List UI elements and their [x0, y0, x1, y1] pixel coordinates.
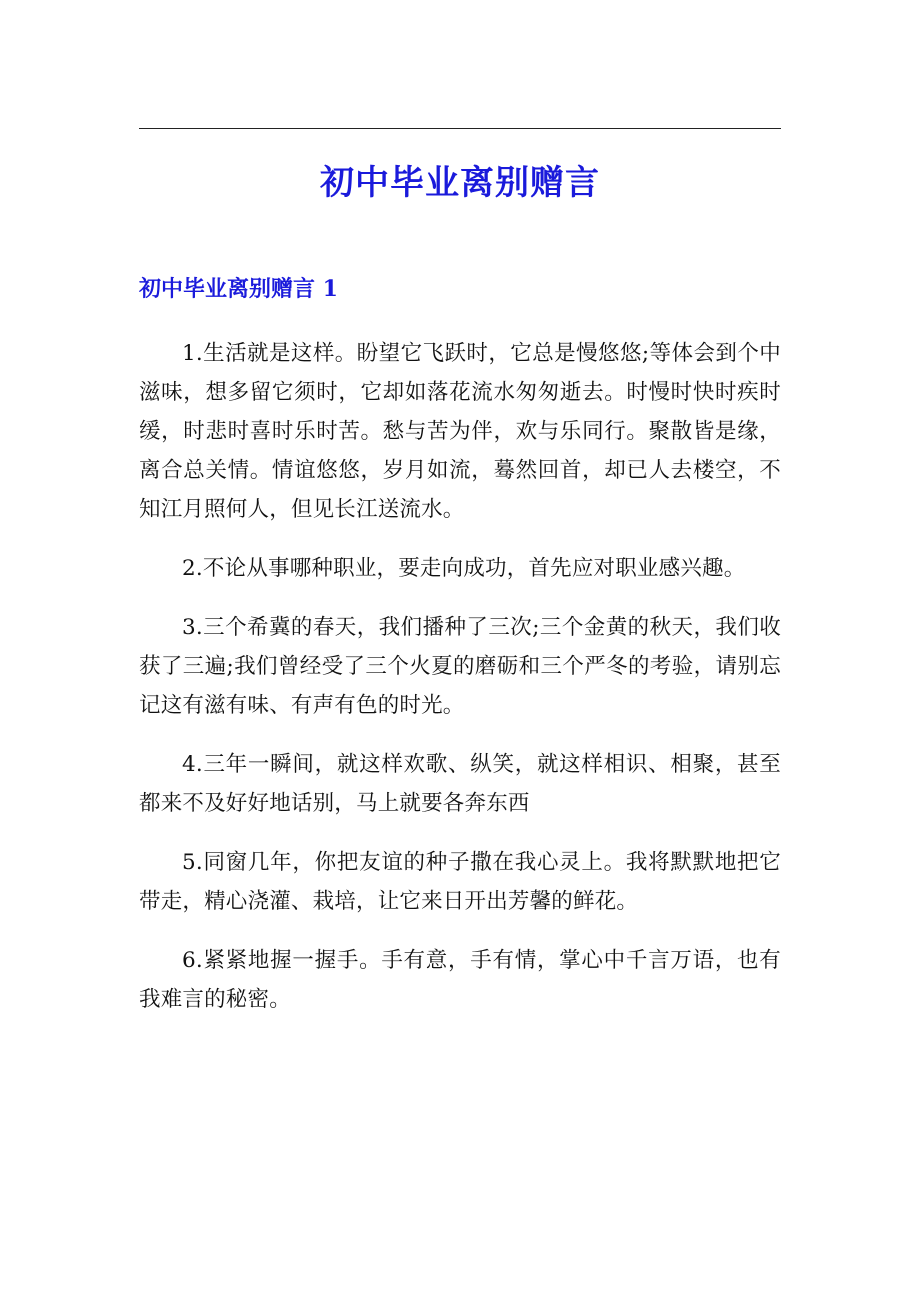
paragraph-5: 5.同窗几年，你把友谊的种子撒在我心灵上。我将默默地把它带走，精心浇灌、栽培，让它来日开出芳馨的鲜花。 [139, 850, 781, 914]
paragraph-6: 6.紧紧地握一握手。手有意，手有情，掌心中千言万语，也有我难言的秘密。 [139, 948, 781, 1012]
paragraph-2: 2.不论从事哪种职业，要走向成功，首先应对职业感兴趣。 [182, 556, 746, 581]
header-rule [139, 128, 781, 129]
paragraph-4: 4.三年一瞬间，就这样欢歌、纵笑，就这样相识、相聚，甚至都来不及好好地话别，马上就要各奔东西 [139, 752, 781, 816]
document-title: 初中毕业离别赠言 [320, 163, 600, 203]
paragraph-1: 1.生活就是这样。盼望它飞跃时，它总是慢悠悠;等体会到个中滋味，想多留它须时，它却如落花流水匆匆逝去。时慢时快时疾时缓，时悲时喜时乐时苦。愁与苦为伴，欢与乐同行。聚散皆是缘，离合总关情。情谊悠悠，岁月如流，蓦然回首，却已人去楼空，不知江月照何人，但见长江送流水。 [139, 341, 781, 522]
document-body [139, 334, 781, 1039]
paragraph-3: 3.三个希冀的春天，我们播种了三次;三个金黄的秋天，我们收获了三遍;我们曾经受了三个火夏的磨砺和三个严冬的考验，请别忘记这有滋有味、有声有色的时光。 [139, 615, 781, 718]
section-heading: 初中毕业离别赠言 1 [139, 276, 338, 302]
